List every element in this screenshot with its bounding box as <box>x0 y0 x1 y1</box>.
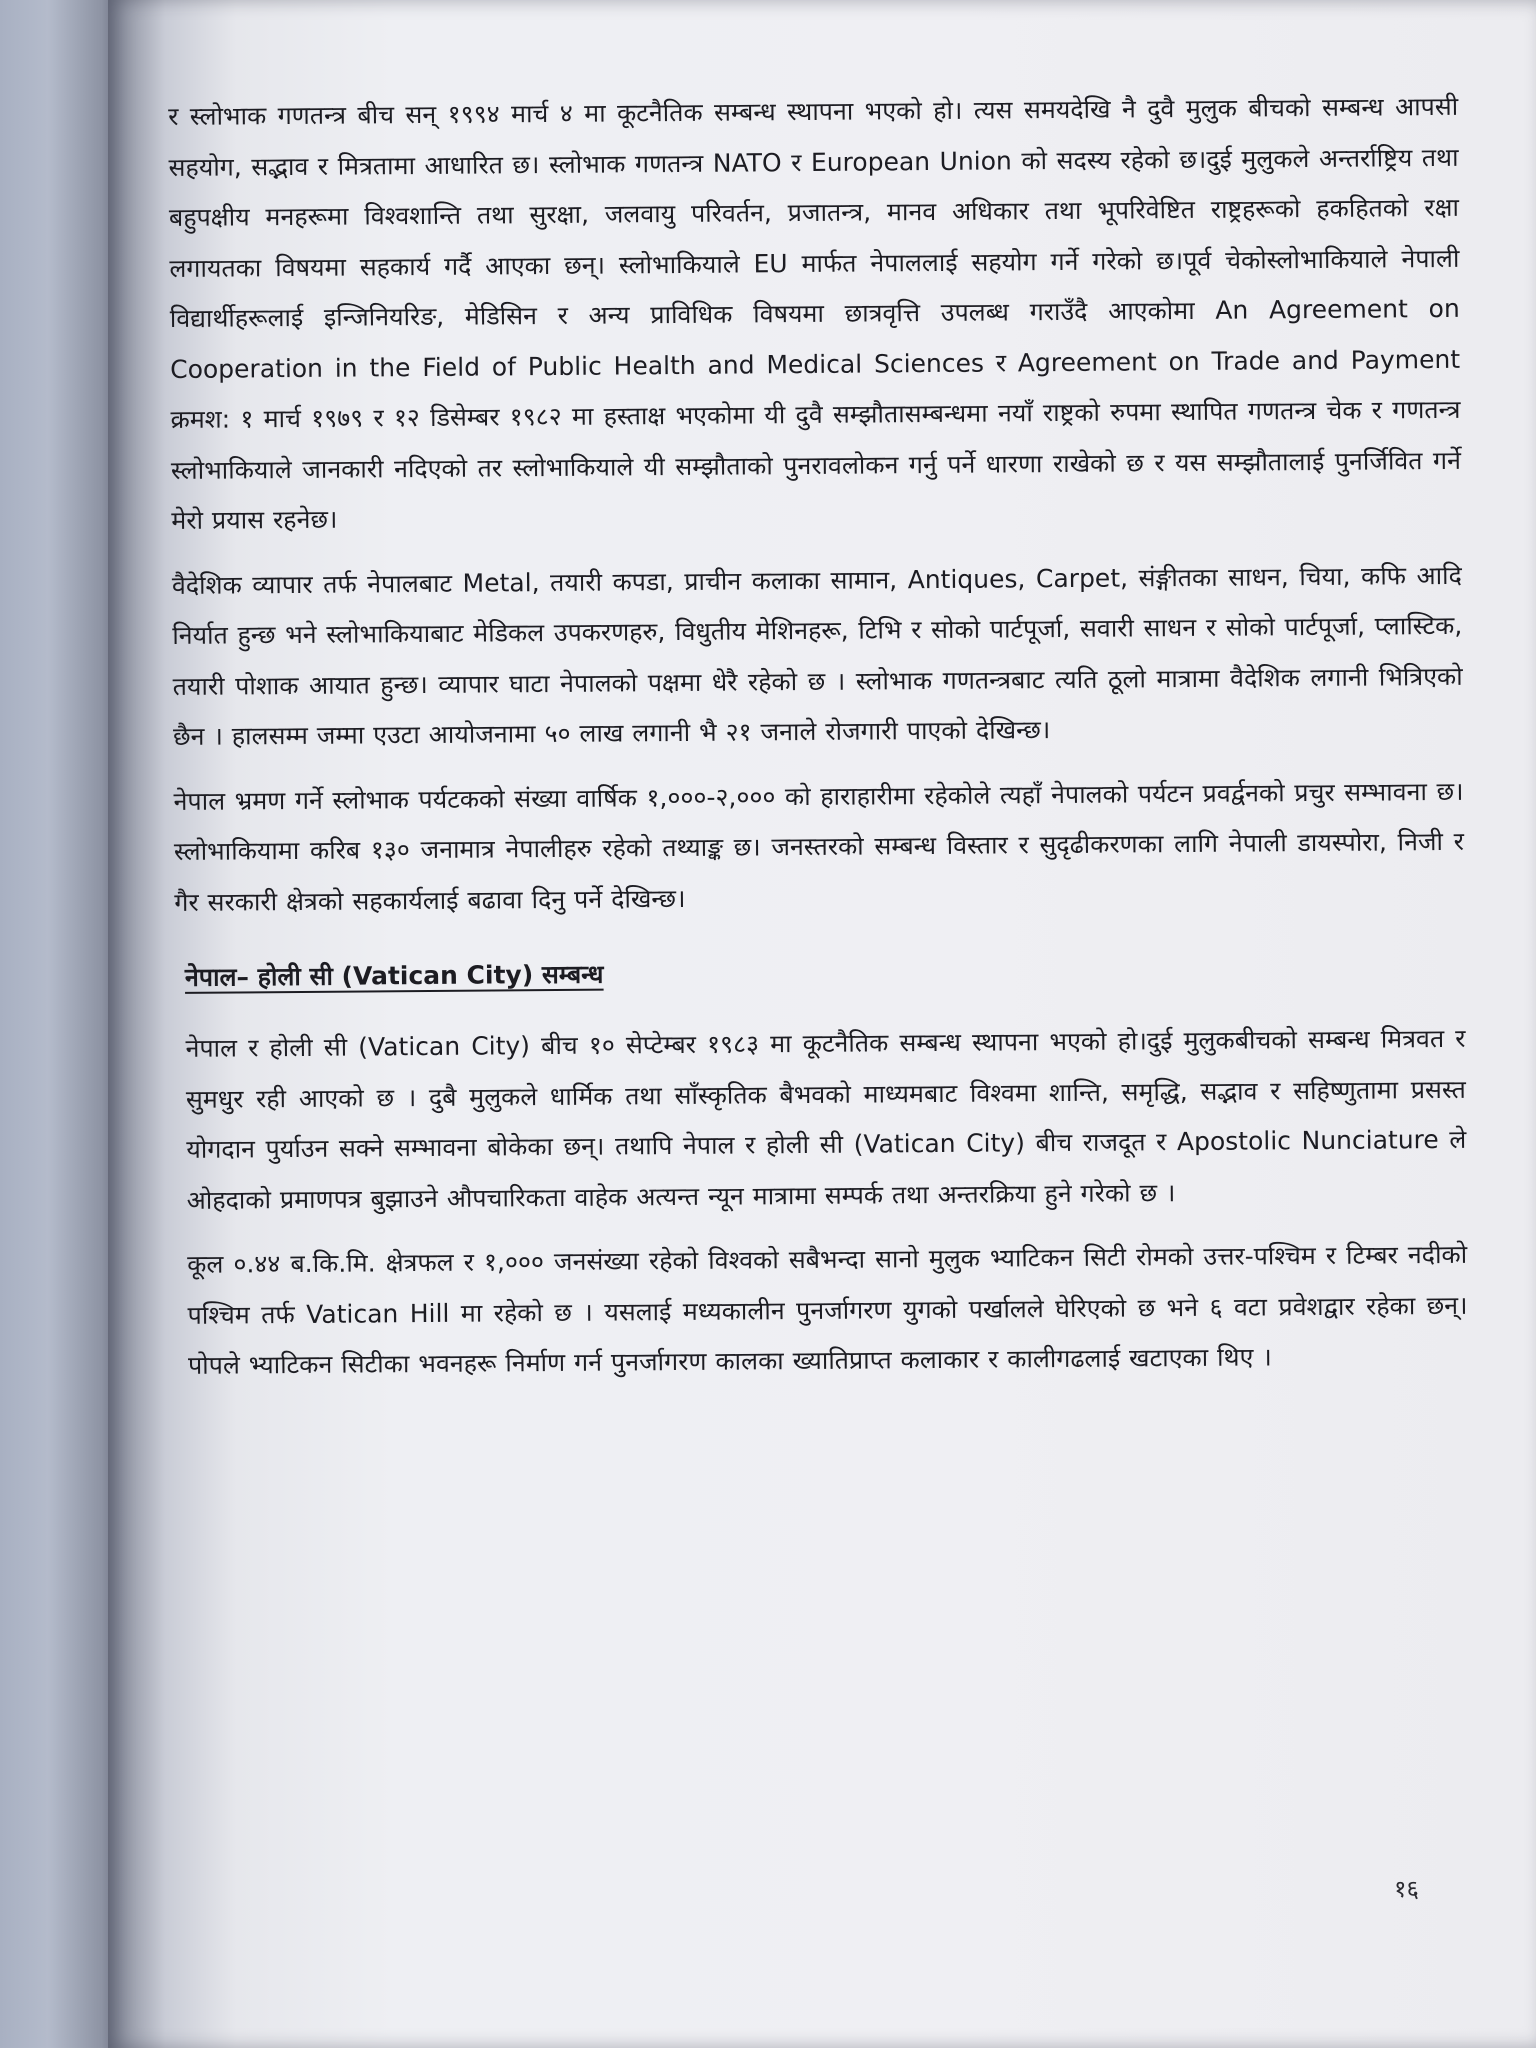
paragraph-foreign-trade: वैदेशिक व्यापार तर्फ नेपालबाट Metal, तयारी कपडा, प्राचीन कलाका सामान, Antiques, Carpet, संङ्गीतका साधन, चिया, कफि आदि निर्यात हुन्छ भने स्लोभाकियाबाट मेडिकल उपकरणहरु, विधुतीय मेशिनहरू, टिभि र सोको पार्टपूर्जा, सवारी साधन र सोको पार्टपूर्जा, प्लास्टिक, तयारी पोशाक आयात हुन्छ। व्यापार घाटा नेपालको पक्षमा धेरै रहेको छ । स्लोभाक गणतन्त्रबाट त्यति ठूलो मात्रामा वैदेशिक लगानी भित्रिएको छैन । हालसम्म जम्मा एउटा आयोजनामा ५० लाख लगानी भै २१ जनाले रोजगारी पाएको देखिन्छ। <box>171 560 1463 751</box>
section-heading-holy-see: नेपाल– होली सी (Vatican City) सम्बन्ध <box>184 959 604 992</box>
page-number: १६ <box>1394 1875 1419 1903</box>
book-binding-shadow <box>0 0 120 2048</box>
paragraph-tourism: नेपाल भ्रमण गर्ने स्लोभाक पर्यटकको संख्या वार्षिक १,०००-२,००० को हाराहारीमा रहेकोले त्यहाँ नेपालको पर्यटन प्रवर्द्वनको प्रचुर सम्भावना छ।स्लोभाकियामा करिब १३० जनामात्र नेपालीहरु रहेको तथ्याङ्क छ। जनस्तरको सम्बन्ध विस्तार र सुदृढीकरणका लागि नेपाली डायस्पोरा, निजी र गैर सरकारी क्षेत्रको सहकार्यलाई बढावा दिनु पर्ने देखिन्छ। <box>173 776 1465 917</box>
paragraph-slovakia-relations: र स्लोभाक गणतन्त्र बीच सन् १९९४ मार्च ४ मा कूटनैतिक सम्बन्ध स्थापना भएको हो। त्यस समयदेखि नै दुवै मुलुक बीचको सम्बन्ध आपसी सहयोग, सद्भाव र मित्रतामा आधारित छ। स्लोभाक गणतन्त्र NATO र European Union को सदस्य रहेको छ।दुई मुलुकले अन्तर्राष्ट्रिय तथा बहुपक्षीय मनहरूमा विश्वशान्ति तथा सुरक्षा, जलवायु परिवर्तन, प्रजातन्त्र, मानव अधिकार तथा भूपरिवेष्टित राष्ट्रहरूको हकहितको रक्षा लगायतका विषयमा सहकार्य गर्दै आएका छन्। स्लोभाकियाले EU मार्फत नेपाललाई सहयोग गर्ने गरेको छ।पूर्व चेकोस्लोभाकियाले नेपाली विद्यार्थीहरूलाई इन्जिनियरिङ, मेडिसिन र अन्य प्राविधिक विषयमा छात्रवृत्ति उपलब्ध गराउँदै आएकोमा An Agreement on Cooperation in the Field of Public Health and Medical Sciences र Agreement on Trade and Payment क्रमश: १ मार्च १९७९ र १२ डिसेम्बर १९८२ मा हस्ताक्ष भएकोमा यी दुवै सम्झौतासम्बन्धमा नयाँ राष्ट्रको रुपमा स्थापित गणतन्त्र चेक र गणतन्त्र स्लोभाकियाले जानकारी नदिएको तर स्लोभाकियाले यी सम्झौताको पुनरावलोकन गर्नु पर्ने धारणा राखेको छ र यस सम्झौतालाई पुनर्जिवित गर्ने मेरो प्रयास रहनेछ। <box>168 91 1462 535</box>
paragraph-holy-see-relations: नेपाल र होली सी (Vatican City) बीच १० सेप्टेम्बर १९८३ मा कूटनैतिक सम्बन्ध स्थापना भएको हो।दुई मुलुकबीचको सम्बन्ध मित्रवत र सुमधुर रही आएको छ । दुबै मुलुकले धार्मिक तथा साँस्कृतिक बैभवको माध्यमबाट विश्वमा शान्ति, समृद्धि, सद्भाव र सहिष्णुतामा प्रसस्त योगदान पुर्याउन सक्ने सम्भावना बोकेका छन्। तथापि नेपाल र होली सी (Vatican City) बीच राजदूत र Apostolic Nunciature ले ओहदाको प्रमाणपत्र बुझाउने औपचारिकता वाहेक अत्यन्त न्यून मात्रामा सम्पर्क तथा अन्तरक्रिया हुने गरेको छ । <box>185 1023 1467 1215</box>
page-body <box>168 82 1468 1406</box>
paragraph-vatican-description: कूल ०.४४ ब.कि.मि. क्षेत्रफल र १,००० जनसंख्या रहेको विश्वको सबैभन्दा सानो मुलुक भ्याटिकन सिटी रोमको उत्तर-पश्चिम र टिम्बर नदीको पश्चिम तर्फ Vatican Hill मा रहेको छ । यसलाई मध्यकालीन पुनर्जागरण युगको पर्खालले घेरिएको छ भने ६ वटा प्रवेशद्वार रहेका छन्।पोपले भ्याटिकन सिटीका भवनहरू निर्माण गर्न पुनर्जागरण कालका ख्यातिप्राप्त कलाकार र कालीगढलाई खटाएका थिए । <box>187 1239 1468 1380</box>
document-page <box>108 0 1536 2048</box>
